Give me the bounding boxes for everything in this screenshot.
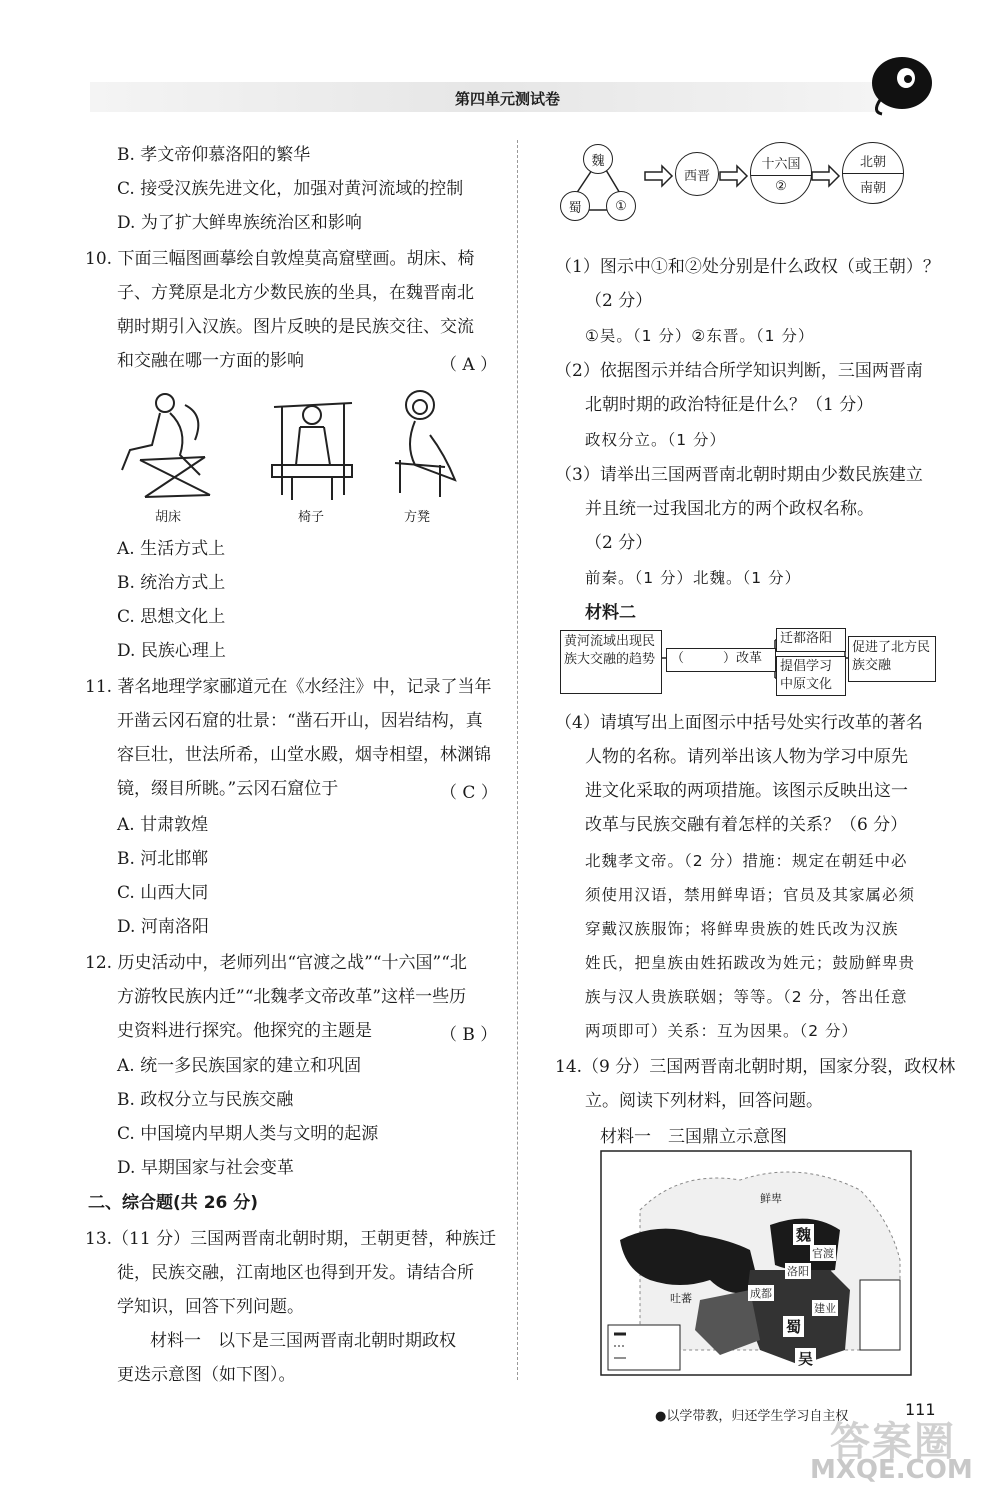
- box-learn-culture: 提倡学习中原文化: [776, 656, 846, 696]
- q13-2-line-2: 北朝时期的政治特征是什么？（1 分）: [585, 395, 874, 415]
- mascot-icon: [862, 48, 942, 118]
- q13-4-line-2: 人物的名称。请列举出该人物为学习中原先: [585, 747, 908, 767]
- q11-line-3: 容巨壮，世法所希，山堂水殿，烟寺相望，林渊锦: [117, 745, 491, 765]
- q10-option-d: D. 民族心理上: [117, 641, 226, 661]
- q13-3-line-2: 并且统一过我国北方的两个政权名称。: [585, 499, 874, 519]
- q10-answer: （ A ）: [440, 355, 498, 375]
- q12-option-b: B. 政权分立与民族交融: [117, 1090, 294, 1110]
- node-nanbeichao-group: [842, 142, 904, 204]
- box-trend: 黄河流域出现民族大交融的趋势: [560, 630, 662, 694]
- q10-option-a: A. 生活方式上: [117, 539, 226, 559]
- node-divider: [843, 173, 903, 174]
- q13-3-line-1: （3）请举出三国两晋南北朝时期由少数民族建立: [555, 465, 923, 485]
- q13-4-answer-4: 姓氏，把皇族由姓拓跋改为姓元；鼓励鲜卑贵: [585, 954, 916, 972]
- q9-option-c: C. 接受汉族先进文化，加强对黄河流域的控制: [117, 179, 464, 199]
- material-2-label: 材料二: [585, 603, 636, 623]
- reform-paren: （ ）: [671, 651, 737, 666]
- q10-line-2: 子、方凳原是北方少数民族的坐具，在魏晋南北: [117, 283, 474, 303]
- page-header-title: 第四单元测试卷: [455, 90, 561, 108]
- map-label-tufan: 吐蕃: [670, 1292, 692, 1305]
- q13-4-answer-2: 须使用汉语，禁用鲜卑语；官员及其家属必须: [585, 886, 916, 904]
- node-shiliuguo: 十六国: [761, 156, 801, 172]
- q13-4-answer-1: 北魏孝文帝。（2 分）措施：规定在朝廷中必: [585, 852, 908, 870]
- q13-3-answer: 前秦。（1 分）北魏。（1 分）: [585, 569, 802, 587]
- column-divider: [517, 140, 518, 1380]
- box-reform: [666, 648, 776, 672]
- node-nanchao: 南朝: [859, 180, 886, 196]
- q13-4-line-1: （4）请填写出上面图示中括号处实行改革的著名: [555, 713, 923, 733]
- node-xijin: 西晋: [675, 152, 719, 196]
- page-number: 111: [905, 1400, 936, 1419]
- q13-material1-line-1: 材料一 以下是三国两晋南北朝时期政权: [150, 1331, 456, 1351]
- node-shiliu-group: [750, 142, 812, 204]
- chair-illustration: [262, 385, 362, 505]
- box-result: 促进了北方民族交融: [848, 636, 936, 682]
- q11-option-d: D. 河南洛阳: [117, 917, 209, 937]
- q13-1-line-1: （1）图示中①和②处分别是什么政权（或王朝）？: [555, 257, 940, 277]
- q13-2-answer: 政权分立。（1 分）: [585, 431, 727, 449]
- q10-line-4: 和交融在哪一方面的影响: [117, 351, 304, 371]
- node-1: ①: [606, 191, 636, 221]
- map-label-wu: 吴: [795, 1348, 816, 1369]
- map-label-xianbei: 鲜卑: [760, 1192, 782, 1205]
- q11-line-4: 镜，缀目所眺。”云冈石窟位于: [117, 779, 339, 799]
- q10-line-3: 朝时期引入汉族。图片反映的是民族交往、交流: [117, 317, 474, 337]
- q9-option-d: D. 为了扩大鲜卑族统治区和影响: [117, 213, 362, 233]
- q13-line-1: 13.（11 分）三国两晋南北朝时期，王朝更替，种族迁: [85, 1229, 497, 1249]
- q12-line-2: 方游牧民族内迁”“北魏孝文帝改革”这样一些历: [117, 987, 467, 1007]
- q13-3-line-3: （2 分）: [585, 533, 653, 553]
- map-label-jianye: 建业: [814, 1302, 836, 1315]
- q10-option-c: C. 思想文化上: [117, 607, 226, 627]
- three-kingdoms-map: [600, 1150, 912, 1376]
- footer-slogan: ●以学带教，归还学生学习自主权: [655, 1409, 849, 1424]
- q11-option-b: B. 河北邯郸: [117, 849, 209, 869]
- q13-line-2: 徙，民族交融，江南地区也得到开发。请结合所: [117, 1263, 474, 1283]
- q11-answer: （ C ）: [440, 783, 498, 803]
- node-wei: 魏: [583, 144, 613, 174]
- material-1-title: 材料一 三国鼎立示意图: [600, 1127, 787, 1147]
- watermark-brand: 答案圈: [830, 1419, 956, 1465]
- q13-material1-line-2: 更迭示意图（如下图）。: [117, 1365, 296, 1385]
- q14-line-2: 立。阅读下列材料，回答问题。: [585, 1091, 823, 1111]
- box-move-capital: 迁都洛阳: [776, 628, 846, 652]
- node-divider: [751, 175, 811, 176]
- caption-huchuang: 胡床: [155, 510, 182, 525]
- reform-label: 改革: [736, 651, 763, 666]
- q13-1-answer: ①吴。（1 分）②东晋。（1 分）: [585, 327, 815, 345]
- q9-option-b: B. 孝文帝仰慕洛阳的繁华: [117, 145, 311, 165]
- section-2-heading: 二、综合题(共 26 分): [88, 1193, 259, 1213]
- q12-option-a: A. 统一多民族国家的建立和巩固: [117, 1056, 362, 1076]
- q12-line-1: 12. 历史活动中，老师列出“官渡之战”“十六国”“北: [85, 953, 467, 973]
- q12-line-3: 史资料进行探究。他探究的主题是: [117, 1021, 372, 1041]
- map-label-chengdu: 成都: [750, 1287, 772, 1300]
- map-label-shu: 蜀: [783, 1316, 804, 1337]
- huchuang-illustration: [110, 385, 230, 505]
- q12-answer: （ B ）: [440, 1025, 498, 1045]
- watermark-site: MXQE.COM: [810, 1455, 973, 1485]
- q11-option-c: C. 山西大同: [117, 883, 209, 903]
- node-beichao: 北朝: [859, 154, 886, 170]
- q11-line-1: 11. 著名地理学家郦道元在《水经注》中，记录了当年: [85, 677, 492, 697]
- q11-option-a: A. 甘肃敦煌: [117, 815, 209, 835]
- q12-option-c: C. 中国境内早期人类与文明的起源: [117, 1124, 379, 1144]
- map-label-wei: 魏: [793, 1224, 814, 1245]
- caption-stool: 方凳: [404, 510, 431, 525]
- node-shu: 蜀: [560, 191, 590, 221]
- q13-4-answer-3: 穿戴汉族服饰；将鲜卑贵族的姓氏改为汉族: [585, 920, 899, 938]
- q12-option-d: D. 早期国家与社会变革: [117, 1158, 294, 1178]
- map-label-guandu: 官渡: [812, 1247, 834, 1260]
- q13-4-line-4: 改革与民族交融有着怎样的关系？（6 分）: [585, 815, 908, 835]
- caption-chair: 椅子: [298, 510, 325, 525]
- q14-line-1: 14.（9 分）三国两晋南北朝时期，国家分裂，政权林: [555, 1057, 956, 1077]
- node-2: ②: [775, 178, 787, 194]
- map-label-luoyang: 洛阳: [787, 1265, 809, 1278]
- q13-4-line-3: 进文化采取的两项措施。该图示反映出这一: [585, 781, 908, 801]
- q10-line-1: 10. 下面三幅图画摹绘自敦煌莫高窟壁画。胡床、椅: [85, 249, 475, 269]
- q13-line-3: 学知识，回答下列问题。: [117, 1297, 304, 1317]
- q13-4-answer-6: 两项即可）关系：互为因果。（2 分）: [585, 1022, 859, 1040]
- q13-2-line-1: （2）依据图示并结合所学知识判断，三国两晋南: [555, 361, 923, 381]
- stool-illustration: [385, 385, 475, 505]
- q11-line-2: 开凿云冈石窟的壮景：“凿石开山，因岩结构，真: [117, 711, 483, 731]
- q10-option-b: B. 统治方式上: [117, 573, 226, 593]
- q13-4-answer-5: 族与汉人贵族联姻；等等。（2 分，答出任意: [585, 988, 908, 1006]
- q13-1-line-2: （2 分）: [585, 291, 653, 311]
